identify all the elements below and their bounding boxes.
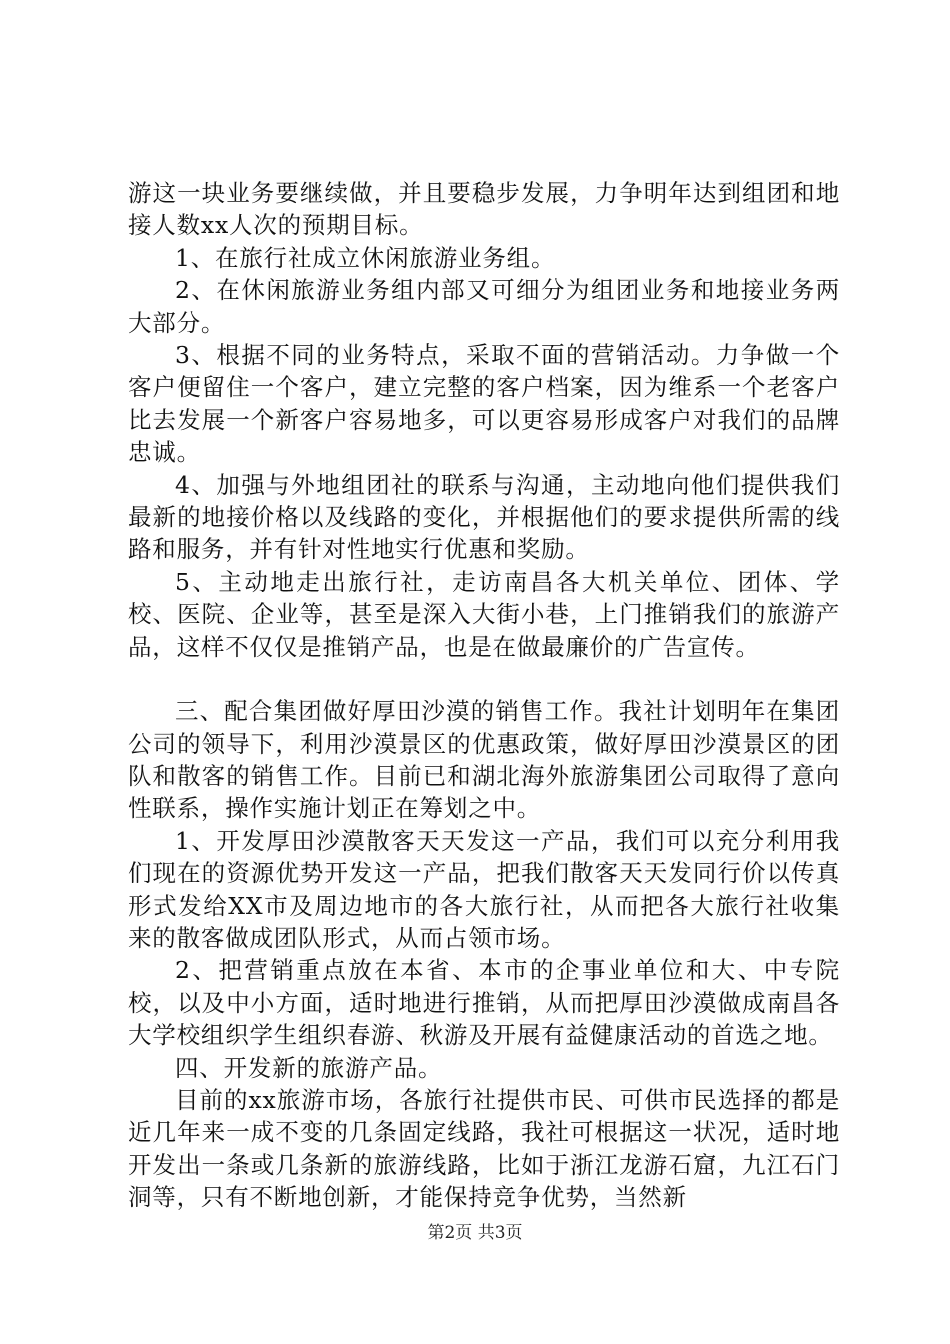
paragraph-item-2: 2、在休闲旅游业务组内部又可细分为组团业务和地接业务两大部分。 [128,276,840,337]
paragraph-item-5: 5、主动地走出旅行社，走访南昌各大机关单位、团体、学校、医院、企业等，甚至是深入大街小巷，上门推销我们的旅游产品，这样不仅仅是推销产品，也是在做最廉价的广告宣传。 [128,567,840,661]
document-body [128,177,840,1214]
paragraph-item-1: 1、在旅行社成立休闲旅游业务组。 [175,243,556,272]
page-footer: 第2页 共3页 [427,1223,523,1243]
section-three-heading-paragraph: 三、配合集团做好厚田沙漠的销售工作。我社计划明年在集团公司的领导下，利用沙漠景区的优惠政策，做好厚田沙漠景区的团队和散客的销售工作。目前已和湖北海外旅游集团公司取得了意向性联系，操作实施计划正在筹划之中。 [128,697,840,823]
paragraph-section-three-item-1: 1、开发厚田沙漠散客天天发这一产品，我们可以充分利用我们现在的资源优势开发这一产品，把我们散客天天发同行价以传真形式发给XX市及周边地市的各大旅行社，从而把各大旅行社收集来的散客做成团队形式，从而占领市场。 [128,826,840,952]
paragraph-section-three-item-2: 2、把营销重点放在本省、本市的企事业单位和大、中专院校，以及中小方面，适时地进行推销，从而把厚田沙漠做成南昌各大学校组织学生组织春游、秋游及开展有益健康活动的首选之地。 [128,956,840,1050]
paragraph-item-4: 4、加强与外地组团社的联系与沟通，主动地向他们提供我们最新的地接价格以及线路的变化，并根据他们的要求提供所需的线路和服务，并有针对性地实行优惠和奖励。 [128,470,840,564]
paragraph-section-four-body: 目前的xx旅游市场，各旅行社提供市民、可供市民选择的都是近几年来一成不变的几条固定线路，我社可根据这一状况，适时地开发出一条或几条新的旅游线路，比如于浙江龙游石窟，九江石门洞等，只有不断地创新，才能保持竞争优势，当然新 [128,1085,840,1212]
section-four-heading: 四、开发新的旅游产品。 [175,1053,443,1082]
paragraph-item-3: 3、根据不同的业务特点，采取不面的营销活动。力争做一个客户便留住一个客户，建立完整的客户档案，因为维系一个老客户比去发展一个新客户容易地多，可以更容易形成客户对我们的品牌忠诚。 [128,341,840,467]
paragraph-continuation: 游这一块业务要继续做，并且要稳步发展，力争明年达到组团和地接人数xx人次的预期目标。 [128,179,840,240]
